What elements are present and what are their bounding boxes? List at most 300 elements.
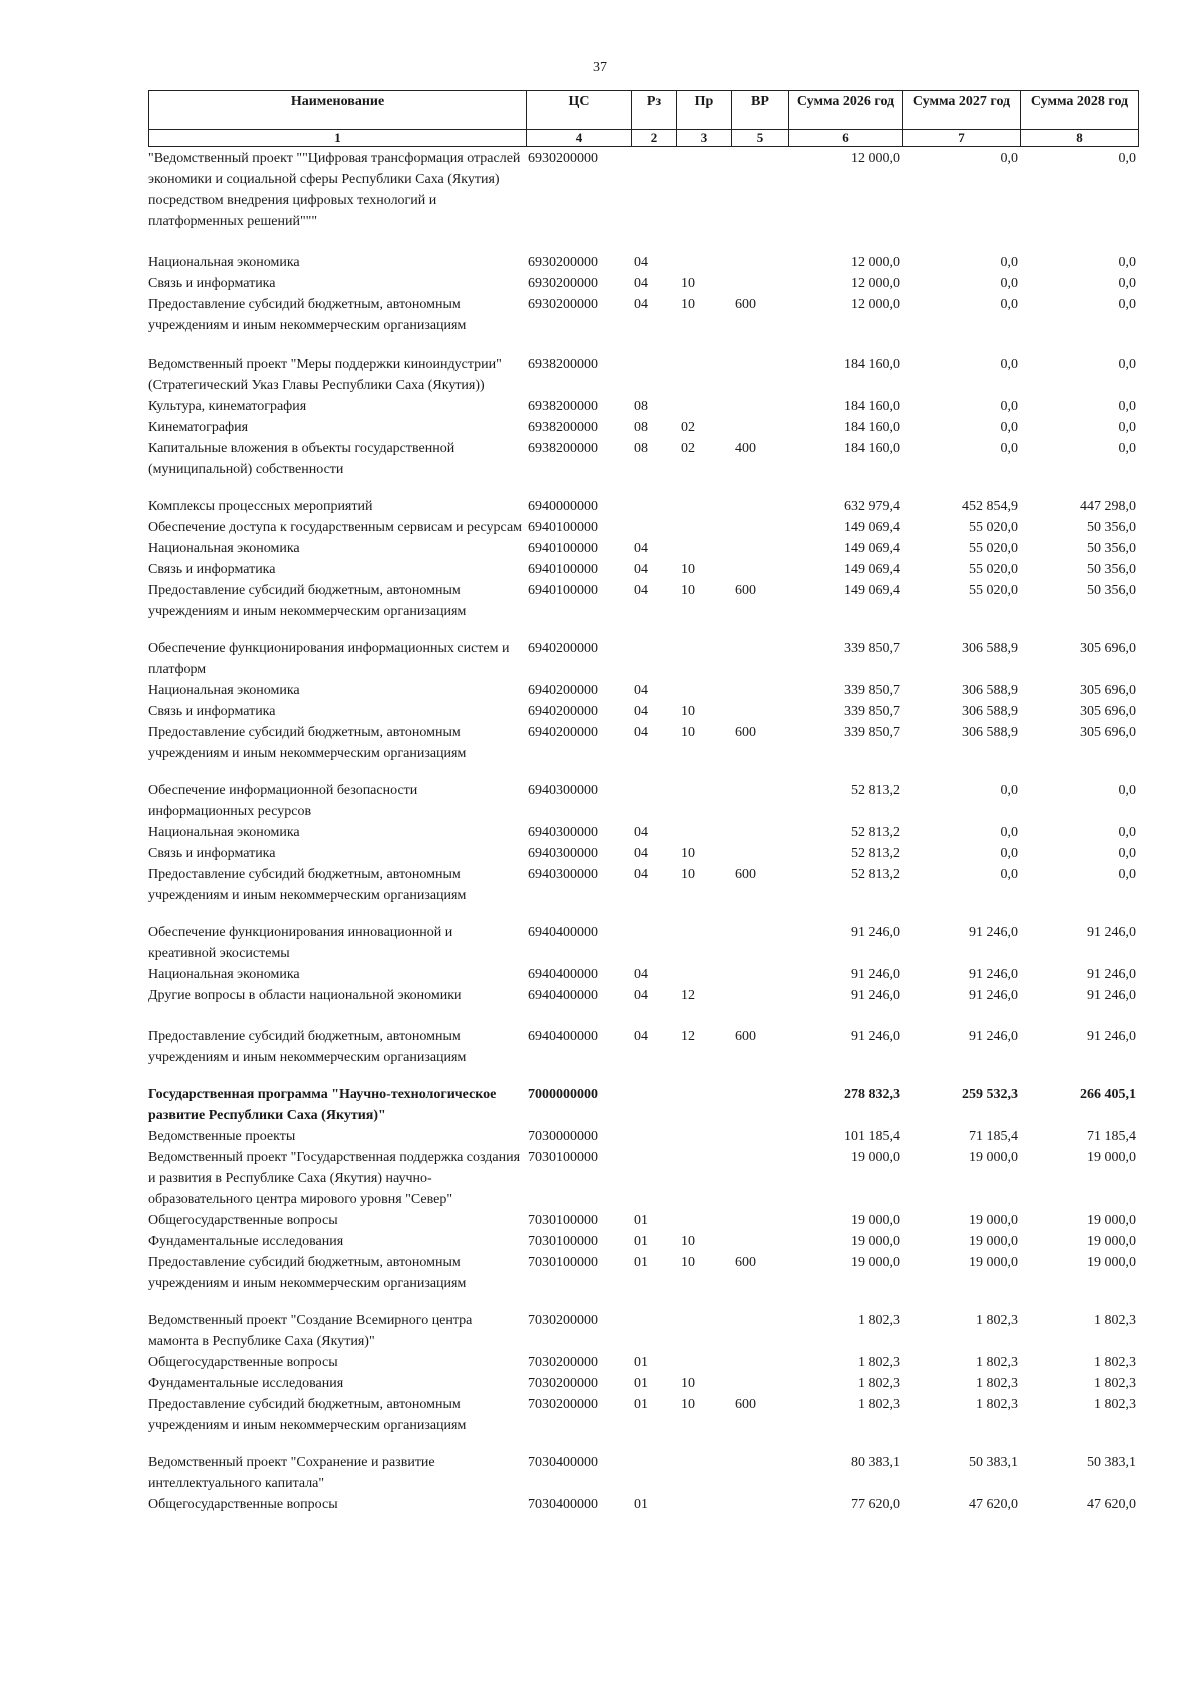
row-sum-2028: 305 696,0 — [1080, 704, 1136, 719]
row-vr-code — [731, 843, 788, 864]
row-sum-2026: 1 802,3 — [858, 1376, 900, 1391]
row-cs-code: 7030200000 — [528, 1397, 598, 1412]
row-sum-2027: 55 020,0 — [969, 541, 1018, 556]
row-name: Ведомственный проект "Создание Всемирного центра мамонта в Республике Саха (Якутия)" — [148, 1313, 473, 1349]
row-vr-code — [731, 638, 788, 680]
table-row — [148, 701, 1138, 722]
row-sum-2027: 0,0 — [1000, 846, 1018, 861]
table-row — [148, 1310, 1138, 1352]
row-rz-code: 04 — [634, 562, 648, 577]
row-vr-code — [731, 964, 788, 985]
row-vr-code — [731, 1494, 788, 1515]
row-rz-code: 04 — [634, 825, 648, 840]
row-rz-code: 01 — [634, 1234, 648, 1249]
table-row — [148, 1231, 1138, 1252]
row-cs-code: 6938200000 — [528, 420, 598, 435]
row-pr-code: 10 — [681, 1397, 695, 1412]
row-cs-code: 6940300000 — [528, 783, 598, 798]
row-sum-2028: 305 696,0 — [1080, 641, 1136, 656]
row-name: Культура, кинематография — [148, 399, 307, 414]
row-rz-code: 04 — [634, 583, 648, 598]
row-sum-2026: 52 813,2 — [851, 867, 900, 882]
row-vr-code: 600 — [735, 1255, 756, 1270]
row-sum-2028: 50 383,1 — [1087, 1455, 1136, 1470]
row-sum-2027: 47 620,0 — [969, 1497, 1018, 1512]
row-cs-code: 6938200000 — [528, 441, 598, 456]
row-sum-2026: 149 069,4 — [844, 583, 900, 598]
row-rz-code — [631, 517, 676, 538]
header-sum-2028: Сумма 2028 год — [1021, 91, 1139, 130]
row-sum-2028: 1 802,3 — [1094, 1376, 1136, 1391]
row-sum-2026: 12 000,0 — [851, 151, 900, 166]
row-sum-2027: 306 588,9 — [962, 641, 1018, 656]
row-rz-code: 08 — [634, 399, 648, 414]
row-sum-2028: 71 185,4 — [1087, 1129, 1136, 1144]
row-cs-code: 6938200000 — [528, 399, 598, 414]
row-rz-code: 04 — [634, 541, 648, 556]
row-sum-2027: 19 000,0 — [969, 1150, 1018, 1165]
header-num-2027: 7 — [903, 130, 1021, 147]
row-rz-code — [631, 148, 676, 232]
row-rz-code — [631, 1452, 676, 1494]
row-sum-2028: 0,0 — [1118, 867, 1136, 882]
row-pr-code — [676, 396, 731, 417]
row-sum-2026: 101 185,4 — [844, 1129, 900, 1144]
row-sum-2028: 0,0 — [1118, 357, 1136, 372]
row-sum-2027: 19 000,0 — [969, 1213, 1018, 1228]
row-cs-code: 7030100000 — [528, 1255, 598, 1270]
table-row — [148, 638, 1138, 680]
row-vr-code — [731, 1352, 788, 1373]
row-cs-code: 7000000000 — [528, 1087, 598, 1102]
row-name: Кинематография — [148, 420, 249, 435]
row-name: "Ведомственный проект ""Цифровая трансформация отраслей экономики и социальной сферы Республики Саха (Якутия) посредством внедрения цифровых технологий и платформенных решений""" — [148, 151, 521, 229]
row-sum-2026: 339 850,7 — [844, 704, 900, 719]
row-sum-2026: 12 000,0 — [851, 276, 900, 291]
row-pr-code — [676, 1084, 731, 1126]
row-pr-code: 10 — [681, 1255, 695, 1270]
row-sum-2027: 0,0 — [1000, 276, 1018, 291]
row-sum-2027: 0,0 — [1000, 420, 1018, 435]
row-vr-code: 600 — [735, 725, 756, 740]
row-cs-code: 6940400000 — [528, 967, 598, 982]
header-num-vr: 5 — [732, 130, 789, 147]
row-rz-code: 04 — [634, 683, 648, 698]
row-sum-2026: 12 000,0 — [851, 297, 900, 312]
row-sum-2028: 305 696,0 — [1080, 725, 1136, 740]
row-vr-code — [731, 1084, 788, 1126]
row-rz-code: 04 — [634, 846, 648, 861]
row-rz-code: 04 — [634, 704, 648, 719]
table-row — [148, 1026, 1138, 1068]
row-pr-code — [676, 1352, 731, 1373]
header-sum-2027: Сумма 2027 год — [903, 91, 1021, 130]
row-sum-2027: 91 246,0 — [969, 988, 1018, 1003]
row-sum-2026: 91 246,0 — [851, 1029, 900, 1044]
row-sum-2027: 1 802,3 — [976, 1397, 1018, 1412]
row-pr-code — [676, 517, 731, 538]
row-name: Связь и информатика — [148, 562, 276, 577]
row-pr-code: 10 — [681, 297, 695, 312]
row-pr-code — [676, 1494, 731, 1515]
row-sum-2027: 19 000,0 — [969, 1234, 1018, 1249]
row-sum-2027: 259 532,3 — [962, 1087, 1018, 1102]
row-sum-2028: 0,0 — [1118, 276, 1136, 291]
row-sum-2028: 0,0 — [1118, 825, 1136, 840]
row-pr-code — [676, 1210, 731, 1231]
row-sum-2028: 305 696,0 — [1080, 683, 1136, 698]
row-rz-code: 04 — [634, 255, 648, 270]
row-rz-code — [631, 1084, 676, 1126]
row-rz-code — [631, 922, 676, 964]
row-sum-2026: 52 813,2 — [851, 846, 900, 861]
row-cs-code: 6940300000 — [528, 846, 598, 861]
row-sum-2028: 19 000,0 — [1087, 1234, 1136, 1249]
row-sum-2026: 19 000,0 — [851, 1234, 900, 1249]
row-pr-code: 10 — [681, 583, 695, 598]
row-cs-code: 6940400000 — [528, 988, 598, 1003]
row-rz-code — [631, 1147, 676, 1210]
row-sum-2027: 55 020,0 — [969, 562, 1018, 577]
row-sum-2026: 91 246,0 — [851, 967, 900, 982]
row-name: Другие вопросы в области национальной экономики — [148, 988, 462, 1003]
row-vr-code — [731, 252, 788, 273]
row-name: Предоставление субсидий бюджетным, автономным учреждениям и иным некоммерческим организациям — [148, 583, 467, 619]
row-rz-code: 04 — [634, 988, 648, 1003]
row-cs-code: 6940100000 — [528, 562, 598, 577]
table-row — [148, 922, 1138, 964]
row-pr-code: 10 — [681, 562, 695, 577]
row-pr-code — [676, 680, 731, 701]
row-name: Государственная программа "Научно-технологическое развитие Республики Саха (Якутия)" — [148, 1087, 497, 1123]
row-sum-2028: 19 000,0 — [1087, 1150, 1136, 1165]
row-vr-code — [731, 559, 788, 580]
row-sum-2026: 19 000,0 — [851, 1255, 900, 1270]
row-rz-code: 01 — [634, 1255, 648, 1270]
row-sum-2028: 50 356,0 — [1087, 541, 1136, 556]
row-cs-code: 6940000000 — [528, 499, 598, 514]
row-vr-code — [731, 538, 788, 559]
table-row — [148, 580, 1138, 622]
row-sum-2028: 1 802,3 — [1094, 1355, 1136, 1370]
row-pr-code: 10 — [681, 704, 695, 719]
row-sum-2027: 0,0 — [1000, 783, 1018, 798]
row-name: Фундаментальные исследования — [148, 1234, 344, 1249]
row-pr-code: 10 — [681, 1234, 695, 1249]
row-cs-code: 6940300000 — [528, 825, 598, 840]
header-rz: Рз — [632, 91, 677, 130]
row-rz-code: 04 — [634, 867, 648, 882]
row-name: Общегосударственные вопросы — [148, 1213, 338, 1228]
row-sum-2027: 55 020,0 — [969, 520, 1018, 535]
table-row — [148, 864, 1138, 906]
row-cs-code: 6938200000 — [528, 357, 598, 372]
row-name: Ведомственные проекты — [148, 1129, 296, 1144]
row-rz-code — [631, 780, 676, 822]
table-row — [148, 985, 1138, 1006]
header-num-rz: 2 — [632, 130, 677, 147]
row-vr-code: 600 — [735, 297, 756, 312]
row-sum-2026: 12 000,0 — [851, 255, 900, 270]
header-sum-2026: Сумма 2026 год — [789, 91, 903, 130]
row-sum-2028: 0,0 — [1118, 420, 1136, 435]
table-row — [148, 1147, 1138, 1210]
row-sum-2027: 91 246,0 — [969, 967, 1018, 982]
row-pr-code — [676, 1310, 731, 1352]
row-vr-code — [731, 1231, 788, 1252]
row-pr-code — [676, 496, 731, 517]
row-vr-code: 600 — [735, 1397, 756, 1412]
table-row — [148, 822, 1138, 843]
table-row — [148, 517, 1138, 538]
row-cs-code: 6940100000 — [528, 541, 598, 556]
row-pr-code — [676, 252, 731, 273]
row-sum-2026: 184 160,0 — [844, 399, 900, 414]
row-sum-2027: 0,0 — [1000, 441, 1018, 456]
row-rz-code: 01 — [634, 1397, 648, 1412]
row-sum-2027: 91 246,0 — [969, 925, 1018, 940]
row-sum-2027: 0,0 — [1000, 255, 1018, 270]
row-cs-code: 7030200000 — [528, 1313, 598, 1328]
row-sum-2026: 339 850,7 — [844, 683, 900, 698]
row-sum-2028: 447 298,0 — [1080, 499, 1136, 514]
row-cs-code: 6930200000 — [528, 297, 598, 312]
row-rz-code — [631, 1126, 676, 1147]
row-sum-2026: 278 832,3 — [844, 1087, 900, 1102]
row-pr-code — [676, 964, 731, 985]
row-name: Обеспечение информационной безопасности информационных ресурсов — [148, 783, 418, 819]
row-name: Предоставление субсидий бюджетным, автономным учреждениям и иным некоммерческим организациям — [148, 297, 467, 333]
table-row — [148, 843, 1138, 864]
header-titles-row — [149, 91, 1139, 130]
row-rz-code — [631, 354, 676, 396]
row-cs-code: 7030000000 — [528, 1129, 598, 1144]
row-sum-2028: 91 246,0 — [1087, 925, 1136, 940]
row-vr-code — [731, 1210, 788, 1231]
row-pr-code: 10 — [681, 846, 695, 861]
table-row — [148, 964, 1138, 985]
row-cs-code: 7030100000 — [528, 1213, 598, 1228]
row-cs-code: 6940200000 — [528, 641, 598, 656]
row-name: Ведомственный проект "Сохранение и развитие интеллектуального капитала" — [148, 1455, 435, 1491]
row-cs-code: 7030400000 — [528, 1455, 598, 1470]
row-cs-code: 6940200000 — [528, 704, 598, 719]
table-row — [148, 680, 1138, 701]
row-pr-code — [676, 1126, 731, 1147]
row-sum-2026: 91 246,0 — [851, 988, 900, 1003]
row-name: Обеспечение функционирования информационных систем и платформ — [148, 641, 510, 677]
row-sum-2028: 47 620,0 — [1087, 1497, 1136, 1512]
table-row — [148, 780, 1138, 822]
row-sum-2026: 91 246,0 — [851, 925, 900, 940]
row-sum-2028: 91 246,0 — [1087, 988, 1136, 1003]
row-sum-2026: 77 620,0 — [851, 1497, 900, 1512]
row-pr-code: 12 — [681, 988, 695, 1003]
row-pr-code — [676, 922, 731, 964]
row-cs-code: 6940100000 — [528, 583, 598, 598]
row-name: Национальная экономика — [148, 255, 300, 270]
row-cs-code: 6940400000 — [528, 1029, 598, 1044]
table-row — [148, 417, 1138, 438]
row-pr-code: 10 — [681, 276, 695, 291]
row-cs-code: 6940400000 — [528, 925, 598, 940]
row-sum-2027: 452 854,9 — [962, 499, 1018, 514]
row-name: Предоставление субсидий бюджетным, автономным учреждениям и иным некоммерческим организациям — [148, 1255, 467, 1291]
row-pr-code — [676, 822, 731, 843]
row-vr-code — [731, 1126, 788, 1147]
row-name: Общегосударственные вопросы — [148, 1497, 338, 1512]
row-pr-code — [676, 1147, 731, 1210]
row-cs-code: 6940200000 — [528, 683, 598, 698]
row-name: Обеспечение доступа к государственным сервисам и ресурсам — [148, 520, 523, 535]
row-sum-2027: 306 588,9 — [962, 683, 1018, 698]
row-name: Обеспечение функционирования инновационной и креативной экосистемы — [148, 925, 453, 961]
row-vr-code — [731, 496, 788, 517]
row-name: Комплексы процессных мероприятий — [148, 499, 373, 514]
table-row — [148, 1394, 1138, 1436]
row-sum-2026: 339 850,7 — [844, 725, 900, 740]
header-pr: Пр — [677, 91, 732, 130]
row-pr-code — [676, 638, 731, 680]
table-row — [148, 1126, 1138, 1147]
row-sum-2027: 71 185,4 — [969, 1129, 1018, 1144]
table-row — [148, 252, 1138, 273]
row-cs-code: 6940200000 — [528, 725, 598, 740]
row-rz-code — [631, 496, 676, 517]
row-sum-2028: 19 000,0 — [1087, 1255, 1136, 1270]
row-name: Связь и информатика — [148, 276, 276, 291]
row-name: Предоставление субсидий бюджетным, автономным учреждениям и иным некоммерческим организациям — [148, 725, 467, 761]
row-sum-2028: 1 802,3 — [1094, 1313, 1136, 1328]
row-sum-2027: 55 020,0 — [969, 583, 1018, 598]
row-vr-code — [731, 148, 788, 232]
row-sum-2027: 0,0 — [1000, 399, 1018, 414]
row-sum-2027: 0,0 — [1000, 867, 1018, 882]
row-sum-2028: 91 246,0 — [1087, 967, 1136, 982]
row-sum-2028: 0,0 — [1118, 846, 1136, 861]
row-cs-code: 6940300000 — [528, 867, 598, 882]
row-name: Ведомственный проект "Меры поддержки киноиндустрии" (Стратегический Указ Главы Республики Саха (Якутия)) — [148, 357, 502, 393]
table-row — [148, 722, 1138, 764]
row-sum-2026: 80 383,1 — [851, 1455, 900, 1470]
row-name: Общегосударственные вопросы — [148, 1355, 338, 1370]
row-vr-code — [731, 396, 788, 417]
row-sum-2026: 149 069,4 — [844, 520, 900, 535]
row-sum-2026: 339 850,7 — [844, 641, 900, 656]
row-sum-2027: 50 383,1 — [969, 1455, 1018, 1470]
row-name: Национальная экономика — [148, 541, 300, 556]
row-rz-code: 08 — [634, 420, 648, 435]
row-pr-code: 02 — [681, 441, 695, 456]
header-name: Наименование — [149, 91, 527, 130]
row-sum-2026: 184 160,0 — [844, 441, 900, 456]
budget-table-header — [148, 90, 1139, 147]
row-rz-code: 04 — [634, 276, 648, 291]
row-name: Связь и информатика — [148, 704, 276, 719]
header-num-pr: 3 — [677, 130, 732, 147]
row-name: Фундаментальные исследования — [148, 1376, 344, 1391]
header-num-cs: 4 — [527, 130, 632, 147]
row-name: Национальная экономика — [148, 825, 300, 840]
row-sum-2028: 19 000,0 — [1087, 1213, 1136, 1228]
row-rz-code: 01 — [634, 1355, 648, 1370]
row-rz-code: 04 — [634, 725, 648, 740]
row-sum-2028: 91 246,0 — [1087, 1029, 1136, 1044]
row-vr-code: 600 — [735, 867, 756, 882]
row-pr-code: 02 — [681, 420, 695, 435]
row-sum-2028: 0,0 — [1118, 399, 1136, 414]
row-rz-code: 08 — [634, 441, 648, 456]
row-name: Национальная экономика — [148, 683, 300, 698]
row-sum-2028: 0,0 — [1118, 255, 1136, 270]
row-pr-code: 10 — [681, 1376, 695, 1391]
row-cs-code: 6930200000 — [528, 276, 598, 291]
row-sum-2028: 50 356,0 — [1087, 520, 1136, 535]
row-sum-2026: 184 160,0 — [844, 420, 900, 435]
row-vr-code — [731, 985, 788, 1006]
row-name: Капитальные вложения в объекты государственной (муниципальной) собственности — [148, 441, 455, 477]
row-sum-2027: 1 802,3 — [976, 1376, 1018, 1391]
header-num-2026: 6 — [789, 130, 903, 147]
row-sum-2026: 52 813,2 — [851, 825, 900, 840]
table-row — [148, 1252, 1138, 1294]
row-sum-2028: 1 802,3 — [1094, 1397, 1136, 1412]
row-rz-code — [631, 638, 676, 680]
row-rz-code: 04 — [634, 967, 648, 982]
row-vr-code — [731, 1147, 788, 1210]
table-row — [148, 273, 1138, 294]
row-sum-2027: 0,0 — [1000, 151, 1018, 166]
row-vr-code — [731, 354, 788, 396]
row-sum-2026: 19 000,0 — [851, 1150, 900, 1165]
row-vr-code — [731, 273, 788, 294]
row-pr-code — [676, 148, 731, 232]
row-vr-code — [731, 1373, 788, 1394]
header-num-name: 1 — [149, 130, 527, 147]
row-sum-2027: 19 000,0 — [969, 1255, 1018, 1270]
row-name: Ведомственный проект "Государственная поддержка создания и развития в Республике Саха (Якутия) научно-образовательного центра мирового уровня "Север" — [148, 1150, 521, 1207]
row-vr-code — [731, 517, 788, 538]
row-vr-code — [731, 1310, 788, 1352]
row-name: Национальная экономика — [148, 967, 300, 982]
header-numbers-row — [149, 130, 1139, 147]
row-cs-code: 7030200000 — [528, 1355, 598, 1370]
row-rz-code: 04 — [634, 297, 648, 312]
row-rz-code — [631, 1310, 676, 1352]
row-sum-2027: 306 588,9 — [962, 725, 1018, 740]
row-pr-code — [676, 538, 731, 559]
table-row — [148, 148, 1138, 232]
table-row — [148, 496, 1138, 517]
budget-table-body — [148, 148, 1138, 1515]
table-row — [148, 538, 1138, 559]
row-sum-2028: 0,0 — [1118, 441, 1136, 456]
row-sum-2026: 632 979,4 — [844, 499, 900, 514]
table-row — [148, 1452, 1138, 1494]
table-row — [148, 559, 1138, 580]
row-vr-code: 600 — [735, 583, 756, 598]
row-vr-code — [731, 1452, 788, 1494]
row-sum-2028: 266 405,1 — [1080, 1087, 1136, 1102]
row-vr-code — [731, 417, 788, 438]
row-sum-2027: 1 802,3 — [976, 1355, 1018, 1370]
table-row — [148, 438, 1138, 480]
row-sum-2026: 1 802,3 — [858, 1355, 900, 1370]
row-sum-2027: 1 802,3 — [976, 1313, 1018, 1328]
row-sum-2026: 52 813,2 — [851, 783, 900, 798]
row-pr-code — [676, 1452, 731, 1494]
row-vr-code — [731, 922, 788, 964]
